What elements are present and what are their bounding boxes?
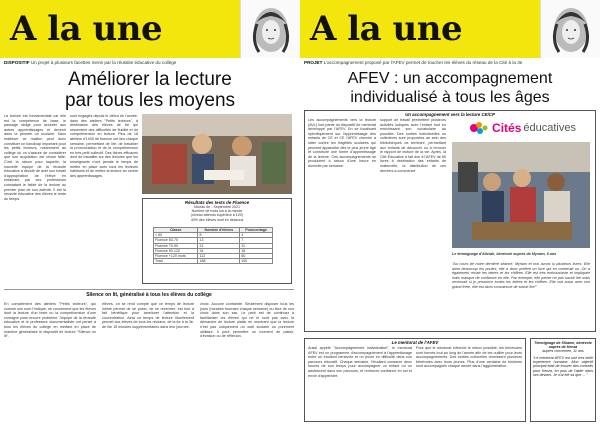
table-cell: 60 [240,253,273,258]
table-cell: 112 [198,253,240,258]
portrait-logo [240,0,300,58]
project-label: DISPOSITIF [4,60,30,65]
table-cell: Fluence 90-120 [154,248,198,253]
article-col2: sont engagés depuis le début de l'année, dans des ateliers "Petits lecteurs", à destination des élèves de 6e qui ressentent des difficultés de fluidité et de compréhension en lecture. Plus de 18 ateliers d'1h30 de fluence ont lieu chaque semaine, permettant de lire, de travailler la prononciation et de la compréhension en très petit collectif. Des fiches efficaces dont de travailler sur des lectures que les enseignants n'ont jamais le temps de mettre en place avec tous les lecteurs habituels et de mettre la lecture au centre des apprentissages. [70,114,138,178]
table-cell: 11 [240,243,273,248]
results-title: Résultats des tests de Fluence [184,200,250,205]
headline-line2: par tous les moyens [64,90,236,111]
table-cell: 8 [198,233,240,238]
table-header: Pourcentage [240,228,273,233]
table-cell: 188 [198,259,240,264]
mentorat-title: Le mentorat de l'AFEV [391,340,439,345]
table-cell: 13 [198,238,240,243]
table-cell: Total [154,259,198,264]
table-header: Classe [154,228,198,233]
project-line [304,60,596,65]
banner-title: A la une [10,9,163,49]
table-cell: 21 [198,243,240,248]
headline-line1: AFEV : un accompagnement [347,70,553,87]
testimony-text: "Le mentorat AFEV est une très belle expérience humaine. Mon objectif principal était de trouver des conseils pour Kenza, en plus de l'aider dans ses devoirs. Je n'ai été sa que ... " [533,355,593,378]
banner [0,0,240,58]
mentoring-photo [452,142,590,248]
banner [300,0,540,58]
avl-title: Un accompagnement vers la lecture CE/CP [405,112,495,117]
logo-cites: Cités [492,121,522,135]
headline-line1: Améliorer la lecture [68,69,232,90]
portrait-icon [541,0,600,58]
table-cell: < 60 [154,233,198,238]
table-cell: 18 [240,248,273,253]
table-cell: 100 [240,259,273,264]
table-header: Nombre d'élèves [198,228,240,233]
results-box [142,198,292,284]
results-sub1: Niveau 6e - Septembre 2021 [194,205,240,209]
table-cell: 34 [198,248,240,253]
portrait-icon [241,0,300,58]
reading-photo [142,114,292,194]
mentorat-col2: Pour que le mentorat s'étende le mieux possible, les bénévoles sont formés tout au long de l'année afin de les outiller pour leurs accompagnements. Des sorties culturelles réunissent plusieurs bénévoles avec leurs jeunes. Plus d'une centaine de binômes sont accompagnés chaque année dans l'agglomération. [416,346,522,369]
bottom-title: Silence on lit, généralisé à tous les élèves du collège [86,292,212,298]
testimony-box [530,338,596,422]
banner-title: A la une [310,9,463,49]
results-subtitles [143,205,291,222]
project-text: L'accompagnement proposé par l'AFEV permet de toucher les élèves du réseau de la Cité à la 3e [323,60,523,65]
avl-col2: support de travail permettent plusieurs activités ludiques avec l'enfant tout en enrichissant son vocabulaire au possible. Des sorties individuelles ou collectives sont proposées au sein des bibliothèques de territoire, permettant aux enfants de découvrir ou à renouer le rapport de lecture de la vie. Après, la Cité Éducative a fait don à l'AFEV de 80 livres à destination des enfants de maternelle, la distribution de ces derniers a commencé. [380,118,446,173]
results-table [153,227,273,264]
results-sub4: 40% des élèves sont en dessous [190,217,244,222]
headline-line2: individualisé à tous les âges [350,89,550,106]
right-page [300,0,600,424]
table-row [154,259,273,264]
flower-icon [466,120,490,136]
article-col1: La lecture est fondamentale car elle est la compétence de base, le passage obligé pour accéder aux autres apprentissages et devenir dans la pensée un scolaire. Sans maîtriser ce maillon peut donc constituer un handicap important pour les petits lecteurs, notamment au collège où on s'assure de considérer que son acquisition est chose faite. C'est la raison pour laquelle, la nouvelle équipe de la réussite éducative a décidé de axer son travail d'appropriation de l'élève en entamant par ses professeurs constatant le faible de la lecture au premier plan de son activité. Il est la réussite éducative des élèves le reste du temps. [4,114,66,201]
testimony-sub: auprès concernée, 11 ans [542,349,584,354]
table-cell: Fluence 70-90 [154,243,198,248]
results-sub3: (niveau attendu supérieur à 120) [191,213,243,218]
table-cell: 4 [240,233,273,238]
quote-text: "Au cours de notre dernière séance, Myriam et moi avons lu plusieurs livres. Elle aime beaucoup les poules, elle a donc préféré un livre qui en contenait un. On a également révisé les lettres et les chiffres. Elle est très enthousiaste et impliquée mais manque de confiance en elle. Par exemple, elle pense ne pas savoir lire mais reconnaît si je prononce toutes les lettres et les chiffres. Elle voit aussi avec son grand frère, elle est alors convaincue de savoir lire!" [452,262,590,289]
table-cell: 7 [240,238,273,243]
portrait-logo [540,0,600,58]
results-sub2: Nombre de mots lus à la minute [191,209,243,214]
bottom-col3: choix. Aucune contrainte. Seulement disposer tous les jours (horaires tournant chaque semaine) du livre de son choix dans son sac. Le parti est de continuer à familiariser les élèves qui ne le sont pas avec la démarche de lecture plaisir en montrant que la lecture n'est pas uniquement un outil scolaire ou purement utilitaire. Il peut permettre un moment de plaisir, d'évasion ou de réflexion. [200,302,294,339]
project-text: Un projet à plusieurs facettes mené par la réussite éducative du collège [30,60,177,65]
divider [4,289,294,290]
cites-educatives-logo [452,118,590,138]
bottom-col2: élèves, on se rend compte que ce temps de lecture intime permet de se poser, de se recentrer, est tout à fait bénéfique pour améliorer l'attention et la concentration. Ainsi ce temps de lecture rituellement permet aux élèves de tous les niveaux, de la 6e à la 3e, de lire 15 minutes supplémentaires dans leur journée. [102,302,194,329]
project-line [4,60,296,65]
photo-caption: Le témoignage d'Aliciah, bénévole auprès de Myriam, 6 ans [452,252,557,256]
table-cell: Fluence 60-70 [154,238,198,243]
table-cell: Fluence +120 mots [154,253,198,258]
mentorat-col1: Aussi appelé "Accompagnement individualisé", le mentorat AFEV est un programme d'accompagnement à l'apprentissage entre un étudiant bénévole et un jeune en difficulté dans son parcours éducatif. Chaque semaine, l'étudiant consacre deux heures de son temps pour accompagner un enfant ou un adolescent dans son parcours, et renforcer confiance en soi et envie d'apprendre. [308,346,412,378]
project-label: PROJET [304,60,323,65]
testimony-title: Témoignage de Sihame, bénévole auprès de Kenza [534,341,592,350]
avl-col1: Les accompagnements vers la lecture (AVL) font partie du dispositif de mentorat développé par l'AFEV. En se focalisant spécifiquement sur l'apprentissage des enfants de CE et CE l'AFEV cherche à lutter contre les fragilités scolaires qui peuvent apparaître dès le plus jeune âge et construire une forme d'apprentissage de la lecture. Ces accompagnements se produisent à raison d'une heure en domicile par semaine. [308,118,376,168]
logo-educatives: éducatives [523,122,576,134]
bottom-col1: En complément des ateliers "Petits lecteurs", qui comme son nom l'indique, ne concernent que les élèves dont la lecture d'un texte ou la compréhension d'une consigne pose encore problème, l'équipe de la réussite éducative et le professeur documentaliste ont pensé à tous les élèves du collège en mettant en place de manière généralisée le dispositif de lecture "Silence on lit". [4,302,96,339]
headline [0,69,300,111]
headline [300,69,600,107]
